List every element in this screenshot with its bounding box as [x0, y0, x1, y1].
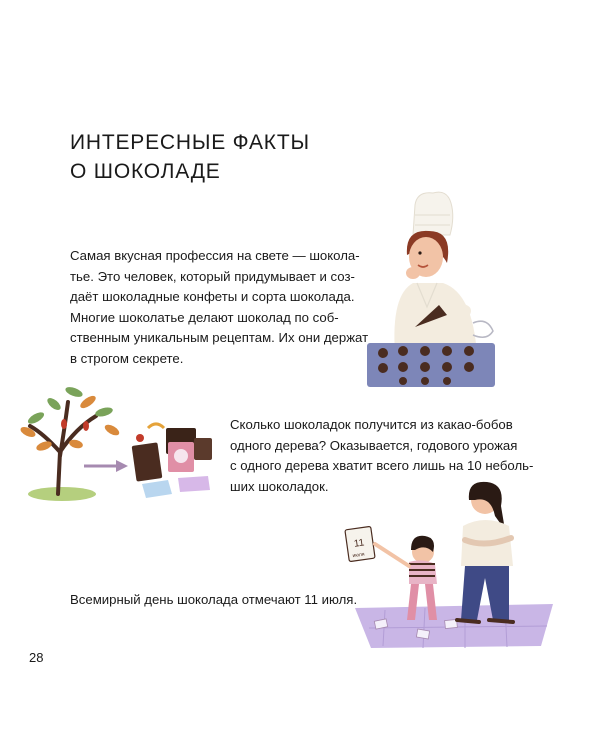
paragraph-chocolate-day [70, 590, 370, 611]
paragraph-line: Всемирный день шоколада отмечают 11 июля. [70, 592, 358, 607]
paragraph-line: Сколько шоколадок получится из какао-бобов [230, 417, 513, 432]
paragraph-line: в строгом секрете. [70, 350, 184, 366]
family-illustration [345, 470, 565, 650]
paragraph-line: Самая вкусная профессия на свете — шокола- [70, 248, 360, 263]
page-number: 28 [29, 650, 44, 665]
cacao-tree-illustration [14, 372, 124, 502]
title-line-2: О ШОКОЛАДЕ [70, 160, 221, 183]
paragraph-line: ственным уникальным рецептам. Их они держат [70, 330, 369, 345]
paragraph-chocolatier [70, 246, 370, 369]
chocolatier-illustration [355, 185, 505, 390]
arrow-icon [82, 458, 130, 474]
paragraph-line: тье. Это человек, который придумывает и соз- [70, 268, 355, 284]
calendar-month: июля [352, 551, 365, 560]
paragraph-line: Многие шоколатье делают шоколад по соб- [70, 309, 339, 325]
calendar-day: 11 [353, 537, 366, 550]
paragraph-line: даёт шоколадные конфеты и сорта шоколада. [70, 289, 355, 304]
paragraph-line: с одного дерева хватит всего лишь на 10 неболь- [230, 458, 534, 473]
paragraph-line: ших шоколадок. [230, 478, 329, 494]
paragraph-line: одного дерева? Оказывается, годового урожая [230, 437, 518, 453]
page-title [70, 128, 390, 186]
chocolates-illustration [128, 418, 218, 500]
title-line-1: ИНТЕРЕСНЫЕ ФАКТЫ [70, 131, 310, 154]
